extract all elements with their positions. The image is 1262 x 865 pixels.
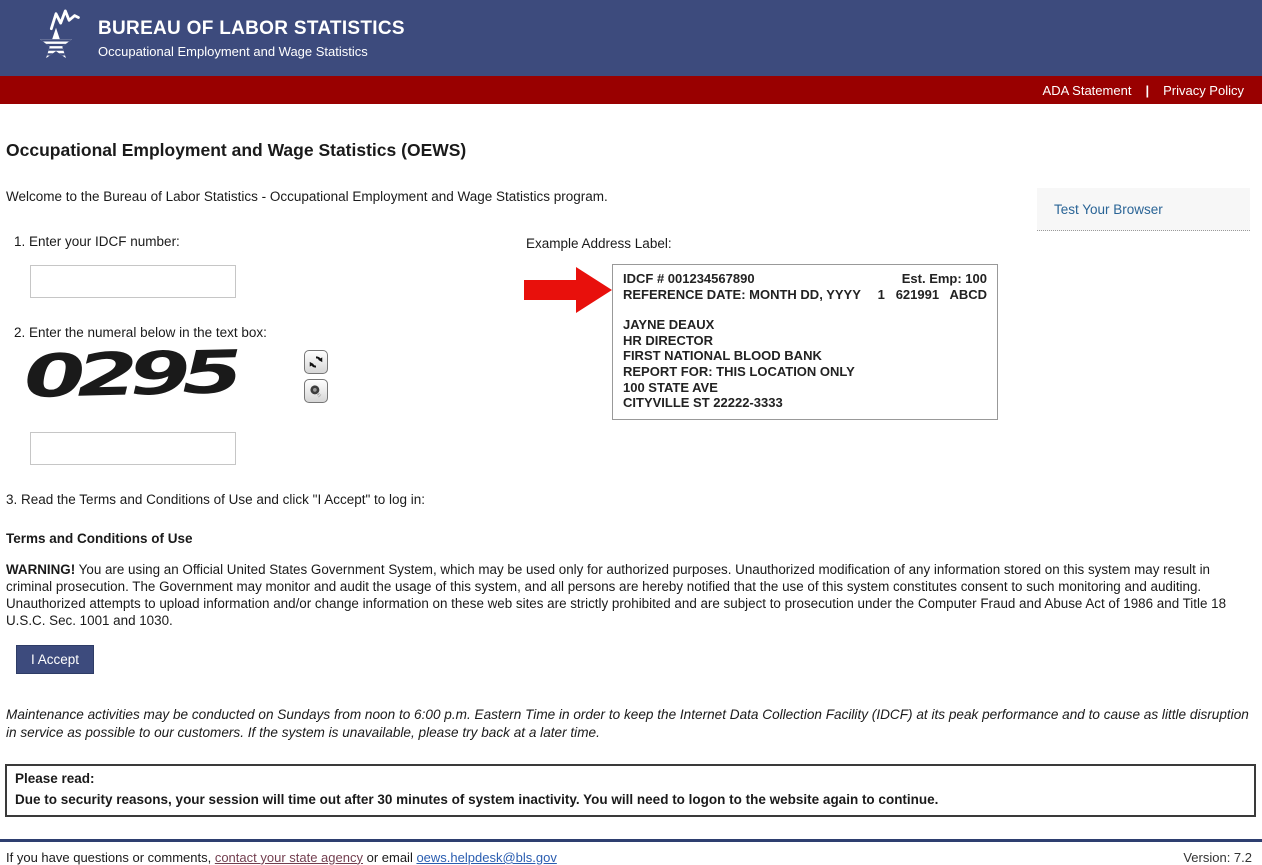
ada-statement-link[interactable]: ADA Statement	[1042, 82, 1132, 98]
agency-title: BUREAU OF LABOR STATISTICS	[98, 17, 405, 39]
example-label-area	[524, 234, 1016, 507]
please-read-body: Due to security reasons, your session will time out after 30 minutes of system inactivity. You will need to logon to the website again to continue.	[15, 791, 939, 807]
step3-label: 3. Read the Terms and Conditions of Use and click "I Accept" to log in:	[6, 492, 426, 507]
masthead	[0, 0, 1262, 76]
est-emp-example: Est. Emp: 100	[901, 271, 987, 286]
reference-codes-example: 1 621991 ABCD	[877, 286, 987, 302]
state-agency-link[interactable]: contact your state agency	[214, 849, 363, 865]
welcome-text: Welcome to the Bureau of Labor Statistics - Occupational Employment and Wage Statistics program.	[6, 189, 608, 204]
red-arrow-icon	[524, 266, 612, 420]
helpdesk-email-link[interactable]: oews.helpdesk@bls.gov	[416, 849, 557, 865]
example-label-caption: Example Address Label:	[526, 236, 672, 251]
example-address-label	[612, 264, 998, 420]
idcf-number-example: IDCF # 001234567890	[623, 271, 755, 286]
maintenance-notice: Maintenance activities may be conducted on Sundays from noon to 6:00 p.m. Eastern Time in order to keep the Internet Data Collection Facility (IDCF) at its peak performance and to cause as little disruption in service as possible to our customers. If the system is unavailable, please try back at a later time.	[6, 706, 1249, 740]
captcha-image	[22, 337, 296, 411]
page-title: Occupational Employment and Wage Statistics (OEWS)	[6, 140, 467, 160]
addr-city: CITYVILLE ST 22222-3333	[623, 395, 783, 411]
program-subtitle: Occupational Employment and Wage Statistics	[98, 43, 368, 59]
addr-report-for: REPORT FOR: THIS LOCATION ONLY	[623, 363, 855, 379]
warning-bold: WARNING!	[6, 562, 76, 577]
terms-heading: Terms and Conditions of Use	[6, 531, 193, 546]
footer-pre-text: If you have questions or comments,	[6, 849, 215, 865]
warning-text: You are using an Official United States Government System, which may be used only for authorized purposes. Unauthorized modification of any information stored on this system may result in criminal prosecution. The Government may monitor and audit the usage of this system, and all persons are hereby notified that the use of this system constitutes consent to such monitoring and auditing. Unauthorized attempts to upload information and/or change information on these web sites are strictly prohibited and are subject to prosecution under the Computer Fraud and Abuse Act of 1986 and Title 18 U.S.C. Sec. 1001 and 1030.	[6, 562, 1227, 629]
test-browser-box	[1037, 188, 1250, 231]
reference-date-example: REFERENCE DATE: MONTH DD, YYYY	[623, 286, 861, 302]
addr-company: FIRST NATIONAL BLOOD BANK	[623, 348, 822, 364]
warning-paragraph	[6, 561, 1254, 630]
footer	[0, 839, 1262, 865]
captcha-row	[22, 337, 524, 411]
test-browser-link[interactable]: Test Your Browser	[1054, 201, 1163, 217]
version-label: Version: 7.2	[1183, 849, 1252, 865]
addr-street: 100 STATE AVE	[623, 379, 718, 395]
step1-label: 1. Enter your IDCF number:	[14, 234, 180, 249]
i-accept-button[interactable]: I Accept	[16, 645, 94, 674]
footer-contact-line	[6, 850, 557, 865]
addr-title: HR DIRECTOR	[623, 332, 714, 348]
step2-label: 2. Enter the numeral below in the text box:	[14, 325, 267, 340]
bls-star-logo-icon	[28, 7, 84, 69]
please-read-title: Please read:	[15, 771, 95, 787]
footer-mid-text: or email	[362, 849, 417, 865]
privacy-policy-link[interactable]: Privacy Policy	[1163, 82, 1244, 98]
login-area	[0, 234, 1262, 507]
utility-bar	[0, 76, 1262, 104]
link-separator: |	[1145, 82, 1150, 98]
idcf-number-input[interactable]	[30, 265, 236, 298]
login-form	[0, 234, 524, 507]
addr-name: JAYNE DEAUX	[623, 317, 715, 333]
captcha-answer-input[interactable]	[30, 432, 236, 465]
captcha-numeral: 0295	[22, 337, 236, 411]
session-timeout-notice	[5, 764, 1256, 817]
